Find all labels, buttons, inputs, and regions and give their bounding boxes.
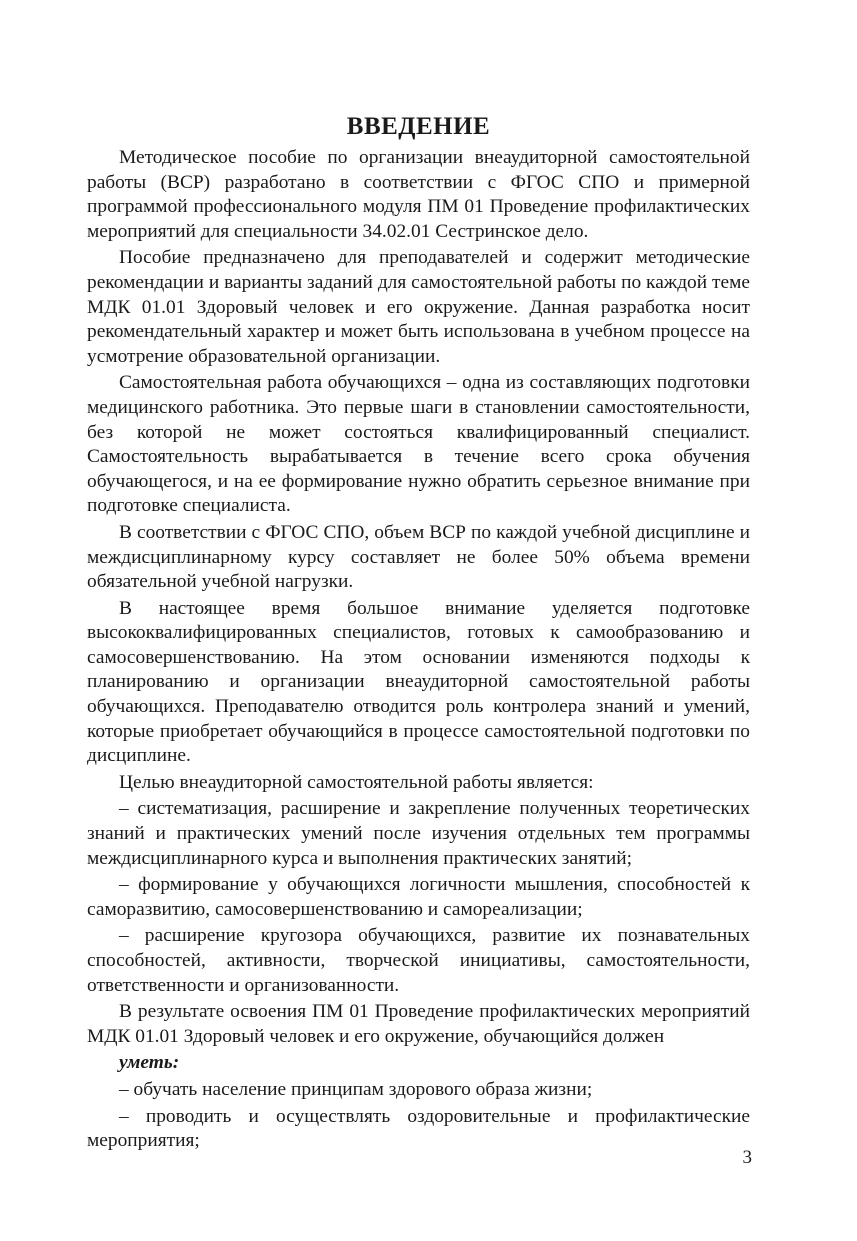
page-title: ВВЕДЕНИЕ — [346, 113, 491, 140]
list-item: – обучать население принципам здорового образа жизни; — [119, 1078, 593, 1100]
paragraph: В результате освоения ПМ 01 Проведение профилактических мероприятий МДК 01.01 Здоровый человек и его окружение, обучающийся должен — [87, 1001, 750, 1047]
document-page — [87, 112, 750, 1156]
list-item: – расширение кругозора обучающихся, развитие их познавательных способностей, активности, творческой инициативы, самостоятельности, ответственности и организованности. — [87, 925, 750, 996]
page-number: 3 — [742, 1147, 752, 1168]
list-item: – систематизация, расширение и закрепление полученных теоретических знаний и практических умений после изучения отдельных тем программы междисциплинарного курса и выполнения практических занятий; — [87, 798, 750, 869]
paragraph: Самостоятельная работа обучающихся – одна из составляющих подготовки медицинского работника. Это первые шаги в становлении самостоятельности, без которой не может состояться квалифицированный специалист. Самостоятельность вырабатывается в течение всего срока обучения обучающегося, и на ее формирование нужно обратить серьезное внимание при подготовке специалиста. — [87, 372, 750, 517]
paragraph: В соответствии с ФГОС СПО, объем ВСР по каждой учебной дисциплине и междисциплинарному курсу составляет не более 50% объема времени обязательной учебной нагрузки. — [87, 521, 750, 593]
emphasis-label: уметь: — [119, 1052, 180, 1074]
paragraph: В настоящее время большое внимание уделяется подготовке высококвалифицированных специалистов, готовых к самообразованию и самосовершенствованию. На этом основании изменяются подходы к планированию и организации внеаудиторной самостоятельной работы обучающихся. Преподавателю отводится роль контролера знаний и умений, которые приобретает обучающийся в процессе самостоятельной подготовки по дисциплине. — [87, 597, 750, 767]
paragraph: Целью внеаудиторной самостоятельной работы является: — [119, 771, 594, 793]
list-item: – проводить и осуществлять оздоровительные и профилактические мероприятия; — [87, 1105, 750, 1152]
paragraph: Методическое пособие по организации внеаудиторной самостоятельной работы (ВСР) разработано в соответствии с ФГОС СПО и примерной программой профессионального модуля ПМ 01 Проведение профилактических мероприятий для специальности 34.02.01 Сестринское дело. — [87, 147, 750, 242]
paragraph: Пособие предназначено для преподавателей и содержит методические рекомендации и варианты заданий для самостоятельной работы по каждой теме МДК 01.01 Здоровый человек и его окружение. Данная разработка носит рекомендательный характер и может быть использована в учебном процессе на усмотрение образовательной организации. — [87, 247, 750, 367]
list-item: – формирование у обучающихся логичности мышления, способностей к саморазвитию, самосовершенствованию и самореализации; — [87, 874, 750, 920]
